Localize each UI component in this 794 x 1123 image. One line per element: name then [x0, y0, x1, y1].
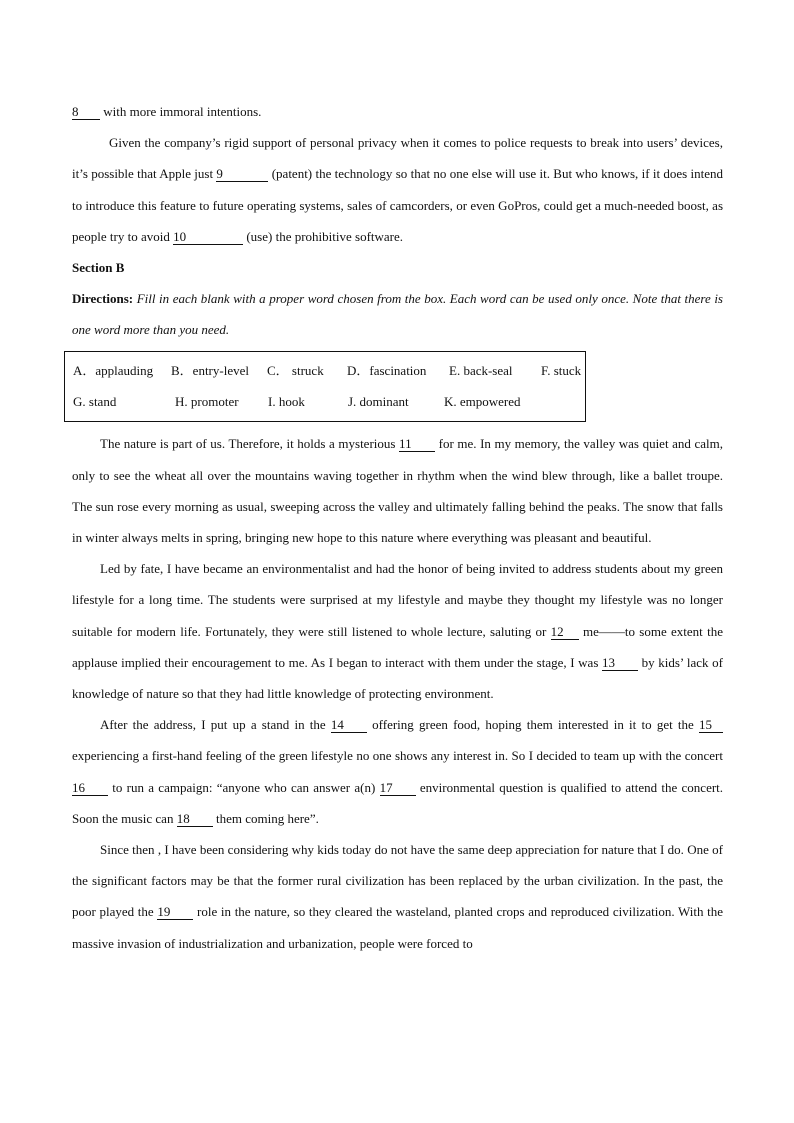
paragraph-apple [72, 127, 723, 252]
directions-text: Fill in each blank with a proper word chosen from the box. Each word can be used only once. Note that there is one word more than you need. [72, 291, 723, 338]
option-e: E. back-seal [449, 363, 513, 379]
document-page [72, 96, 723, 959]
passage-paragraph-1 [72, 428, 723, 553]
option-i: I. hook [268, 394, 305, 410]
paragraph-text: experiencing a first-hand feeling of the green lifestyle no one shows any interest in. So I decided to team up with the concert [72, 748, 723, 764]
paragraph-text: offering green food, hoping them interested in it to get the [372, 717, 694, 733]
paragraph-text: role in the nature, so they cleared the wasteland, planted crops and reproduced civilization. With the massive invasion of industrialization and urbanization, people were forced to [72, 904, 724, 951]
blank-12[interactable]: 12 [551, 625, 579, 640]
blank-18[interactable]: 18 [177, 812, 213, 827]
option-a: A．applauding [73, 363, 154, 379]
blank-16[interactable]: 16 [72, 781, 108, 796]
paragraph-text: Given the company’s rigid support of personal privacy when it comes to police requests to break into users’ devices, it’s possible that Apple just [72, 135, 723, 182]
blank-11[interactable]: 11 [399, 437, 435, 452]
option-g: G. stand [73, 394, 117, 410]
option-j: J. dominant [348, 394, 409, 410]
passage-paragraph-4 [72, 834, 723, 959]
word-box [64, 351, 586, 422]
option-b: B．entry-level [171, 363, 249, 379]
paragraph-text: After the address, I put up a stand in the [100, 717, 326, 733]
word-box-row-1 [73, 355, 585, 386]
paragraph-continuation [72, 96, 723, 127]
directions [72, 283, 723, 345]
paragraph-text: by kids’ lack of knowledge of nature so that they had little knowledge of protecting environment. [72, 654, 724, 702]
passage-paragraph-3 [72, 709, 723, 834]
blank-10[interactable]: 10 [173, 230, 243, 245]
paragraph-text: for me. In my memory, the valley was quiet and calm, only to see the wheat all over the mountains waving together in rhythm when the wind blew through, like a ballet troupe. The sun rose every morning as usual, sweeping across the valley and ultimately falling behind the peaks. The snow that falls in winter always melts in spring, bringing new hope to this nature where everything was pleasant and beautiful. [72, 436, 723, 546]
paragraph-text: Led by fate, I have became an environmentalist and had the honor of being invited to address students about my green lifestyle for a long time. The students were surprised at my lifestyle and maybe they thought my lifestyle was no longer suitable for modern life. Fortunately, they were still listened to whole lecture, saluting or [72, 561, 723, 639]
blank-8[interactable]: 8 [72, 105, 100, 120]
paragraph-text: The nature is part of us. Therefore, it holds a mysterious [100, 436, 396, 452]
option-f: F. stuck [541, 363, 582, 379]
passage-paragraph-2 [72, 553, 723, 709]
paragraph-text: (use) the prohibitive software. [246, 228, 404, 244]
paragraph-text: Since then , I have been considering why kids today do not have the same deep appreciation for nature that I do. One of the significant factors may be that the former rural civilization has been replaced by the urban civilization. In the past, the poor played the [72, 842, 723, 920]
option-c: C． struck [267, 363, 324, 379]
word-box-row-2 [73, 386, 585, 417]
option-k: K. empowered [444, 394, 521, 410]
paragraph-text: to run a campaign: “anyone who can answer a(n) [112, 779, 376, 795]
paragraph-text: (patent) the technology so that no one else will use it. But who knows, if it does intend to introduce this feature to future operating systems, sales of camcorders, or even GoPros, could get a much-needed boost, as people try to avoid [72, 166, 724, 244]
blank-17[interactable]: 17 [380, 781, 416, 796]
paragraph-text: them coming here”. [215, 810, 319, 826]
paragraph-text: me——to some extent the applause implied their encouragement to me. As I began to interact with them under the stage, I was [72, 623, 723, 670]
blank-9[interactable]: 9 [216, 167, 268, 182]
option-h: H. promoter [175, 394, 239, 410]
blank-19[interactable]: 19 [157, 905, 193, 920]
directions-label: Directions: [72, 291, 134, 307]
blank-13[interactable]: 13 [602, 656, 638, 671]
section-b-title: Section B [72, 260, 125, 276]
blank-14[interactable]: 14 [331, 718, 367, 733]
paragraph-text: environmental question is qualified to attend the concert. Soon the music can [72, 779, 724, 826]
option-d: D．fascination [347, 363, 427, 379]
blank-15[interactable]: 15 [699, 718, 723, 733]
continuation-text: with more immoral intentions. [103, 104, 262, 119]
